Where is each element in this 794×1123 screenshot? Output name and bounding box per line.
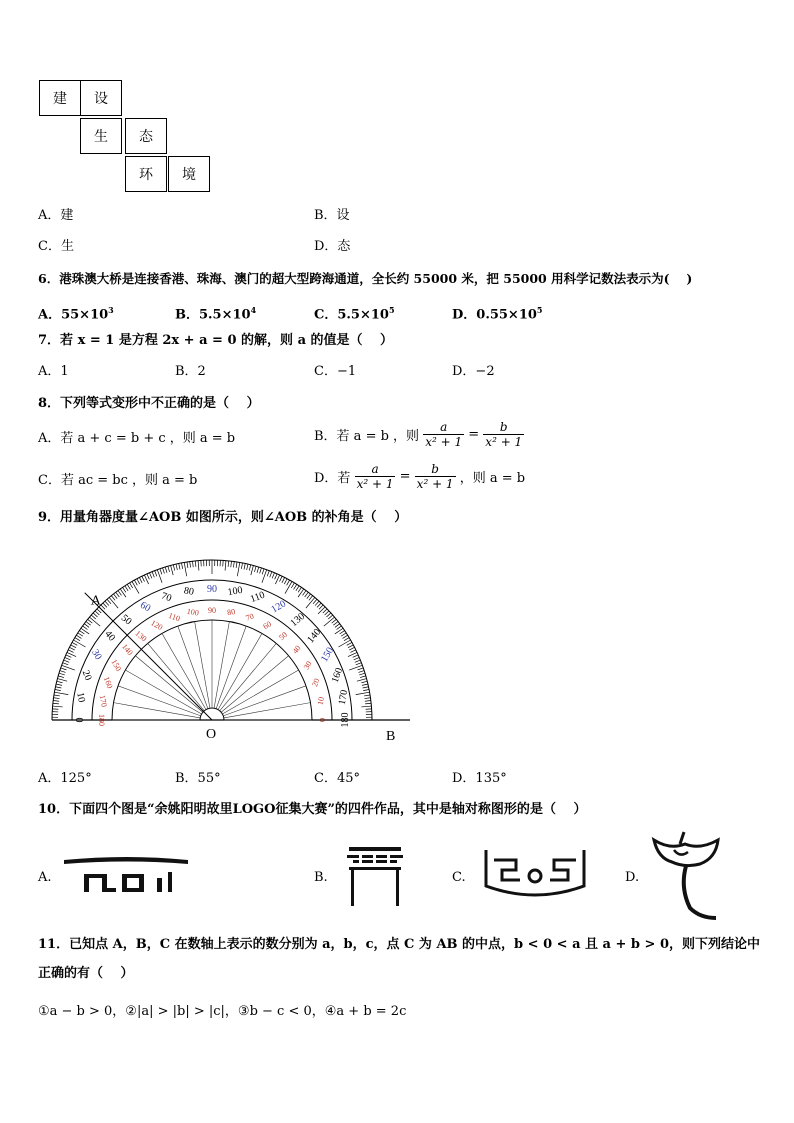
protractor-ray [221, 656, 288, 713]
protractor-tick [257, 567, 259, 573]
protractor-tick [350, 650, 355, 653]
protractor-tick [249, 565, 250, 571]
protractor-tick [262, 569, 264, 575]
protractor-ray [135, 656, 202, 713]
q5-option-a: A．建 [38, 208, 74, 223]
q9-stem: 9．用量角器度量∠AOB 如图所示，则∠AOB 的补角是（ ） [38, 510, 408, 525]
protractor-outer-label: 150 [319, 645, 337, 664]
protractor-ray [162, 633, 206, 709]
protractor-tick [81, 628, 89, 634]
net-cell-she: 设 [80, 80, 122, 116]
protractor-outer-label: 70 [159, 590, 173, 605]
protractor-tick [319, 605, 323, 609]
protractor-tick [364, 695, 370, 696]
protractor-tick [326, 613, 330, 617]
protractor-inner-label: 40 [290, 643, 303, 656]
protractor-tick [73, 640, 85, 647]
q10-label-a: A. [38, 870, 52, 885]
protractor-tick [347, 642, 352, 645]
protractor-tick [365, 701, 371, 702]
q7-option-b: B．2 [175, 364, 206, 379]
label-point-b: B [386, 729, 396, 744]
protractor-tick [101, 605, 105, 609]
protractor-tick [193, 561, 194, 567]
protractor-tick [79, 631, 84, 634]
protractor-tick [363, 687, 369, 688]
protractor-tick [323, 609, 327, 613]
protractor-outer-label: 120 [269, 598, 288, 616]
protractor-tick [171, 565, 174, 575]
protractor-tick [225, 561, 226, 571]
protractor-tick [358, 668, 364, 670]
q8-option-b: B．若 a = b ，则 $\frac{a}{\text{x² + 1}}$ = $\frac{b}{\text{x² + 1}}$ [314, 420, 523, 449]
protractor-tick [241, 563, 242, 569]
protractor-tick [365, 698, 371, 699]
protractor-tick [340, 631, 345, 634]
protractor-inner-label: 150 [109, 657, 124, 673]
protractor-inner-label: 0 [318, 718, 327, 722]
protractor-inner-label: 100 [186, 606, 200, 618]
protractor-tick [88, 619, 93, 623]
net-cell-huan: 环 [125, 156, 167, 192]
protractor-tick [365, 703, 371, 704]
protractor-ray [216, 626, 246, 709]
protractor-tick [270, 572, 272, 578]
protractor-tick [353, 655, 358, 657]
protractor-tick [282, 577, 285, 582]
protractor-outer-label: 30 [89, 647, 104, 662]
protractor-tick [260, 568, 262, 574]
protractor-tick [356, 663, 362, 665]
protractor-tick [317, 603, 321, 607]
protractor-tick [139, 577, 142, 582]
q5-option-c: C．生 [38, 239, 74, 254]
protractor-tick [54, 698, 60, 699]
q6-stem: 6．港珠澳大桥是连接香港、珠海、澳门的超大型跨海通道，全长约 55000 米，把 55000 用科学记数法表示为( ) [38, 271, 693, 286]
protractor-tick [237, 562, 239, 576]
protractor-tick [231, 561, 232, 567]
protractor-outer-label: 80 [182, 585, 195, 598]
protractor-tick [57, 679, 67, 682]
protractor-tick [285, 581, 292, 593]
protractor-tick [267, 571, 269, 577]
protractor-tick [54, 695, 60, 696]
protractor-inner-label: 70 [244, 611, 256, 623]
protractor-tick [361, 706, 371, 707]
protractor-tick [152, 572, 154, 578]
protractor-tick [66, 655, 71, 657]
protractor-tick [355, 660, 361, 662]
q7-option-d: D．−2 [452, 364, 495, 379]
label-point-a: A [90, 593, 101, 609]
protractor-tick [113, 594, 117, 599]
protractor-outer-label: 50 [118, 612, 134, 628]
protractor-tick [309, 596, 313, 601]
protractor-tick [307, 594, 311, 599]
protractor-tick [55, 687, 61, 688]
protractor-outer-label: 180 [340, 712, 351, 728]
protractor-tick [343, 635, 348, 638]
protractor-tick [60, 671, 66, 673]
protractor-tick [127, 584, 130, 589]
protractor-tick [179, 563, 180, 569]
protractor-inner-label: 30 [301, 659, 314, 671]
protractor-tick [107, 599, 111, 604]
protractor-tick [348, 645, 353, 648]
q9-option-c: C．45° [314, 771, 360, 786]
protractor-tick [137, 579, 140, 584]
protractor-tick [272, 573, 274, 579]
protractor-tick [318, 607, 325, 614]
protractor-tick [142, 576, 145, 581]
protractor-tick [62, 665, 75, 670]
protractor-tick [291, 583, 294, 588]
protractor-ray [214, 622, 229, 709]
q5-option-d: D．态 [314, 239, 351, 254]
net-cell-sheng: 生 [80, 118, 122, 154]
protractor-ray [195, 622, 210, 709]
protractor-tick [313, 599, 317, 604]
protractor-tick [315, 601, 319, 605]
protractor-tick [54, 692, 68, 694]
protractor-tick [298, 589, 304, 597]
protractor-tick [95, 611, 99, 615]
protractor-tick [333, 621, 338, 625]
protractor-inner-label: 80 [226, 607, 236, 618]
protractor-ray [125, 670, 201, 714]
protractor-tick [335, 624, 340, 628]
q10-label-b: B. [314, 870, 328, 885]
q9-option-d: D．135° [452, 771, 507, 786]
protractor-tick [228, 561, 229, 567]
protractor-outer-label: 60 [138, 599, 153, 615]
q8-stem: 8．下列等式变形中不正确的是（ ） [38, 396, 260, 411]
protractor-tick [358, 671, 364, 673]
q7-option-c: C．−1 [314, 364, 357, 379]
protractor-tick [168, 566, 170, 572]
logo-a-image [62, 852, 192, 897]
q6-option-a: A．$55\times 10^3$ [38, 305, 114, 323]
protractor-tick [332, 619, 337, 623]
logo-d-image [650, 828, 725, 923]
protractor-tick [294, 584, 297, 589]
protractor-tick [147, 574, 149, 579]
protractor-tick [173, 565, 174, 571]
q8-option-c: C．若 ac = bc ，则 a = b [38, 473, 198, 488]
protractor-tick [65, 657, 71, 659]
protractor-tick [325, 611, 329, 615]
protractor-outer-label: 20 [79, 668, 94, 682]
protractor-tick [190, 562, 191, 568]
protractor-tick [64, 660, 70, 662]
protractor-tick [254, 566, 256, 572]
protractor-tick [284, 579, 287, 584]
protractor-tick [356, 692, 370, 694]
protractor-tick [155, 571, 157, 577]
protractor-inner-label: 160 [101, 675, 115, 690]
q6-option-b: B．$5.5\times 10^4$ [175, 305, 257, 323]
protractor-tick [56, 684, 62, 685]
q9-option-b: B．55° [175, 771, 221, 786]
protractor-tick [157, 570, 162, 583]
protractor-tick [247, 564, 248, 570]
protractor-tick [86, 621, 91, 625]
q9-option-a: A．125° [38, 771, 92, 786]
protractor-outer-label: 160 [329, 666, 346, 685]
protractor-ray [222, 670, 298, 714]
protractor-tick [53, 706, 63, 707]
protractor-tick [354, 657, 360, 659]
protractor-outer-label: 170 [336, 688, 351, 706]
protractor-tick [163, 568, 165, 574]
protractor-tick [360, 676, 366, 678]
protractor-tick [97, 609, 101, 613]
protractor-ray [223, 686, 306, 716]
protractor-tick [357, 679, 367, 682]
protractor-tick [275, 574, 277, 579]
protractor-tick [91, 615, 96, 619]
protractor-tick [55, 689, 61, 690]
q11-stem-line1: 11．已知点 A，B，C 在数轴上表示的数分别为 a，b，c，点 C 为 AB 的中点，b < 0 < a 且 a + b > 0，则下列结论中 [38, 937, 760, 952]
protractor-tick [363, 689, 369, 690]
protractor-inner-label: 110 [167, 610, 182, 624]
protractor-tick [132, 581, 139, 593]
protractor-inner-label: 170 [97, 694, 109, 708]
protractor-tick [298, 587, 301, 592]
protractor-tick [105, 601, 109, 605]
protractor-tick [111, 596, 115, 601]
protractor-tick [198, 561, 199, 571]
protractor-tick [262, 570, 267, 583]
protractor-tick [165, 567, 167, 573]
q5-option-b: B．设 [314, 208, 350, 223]
protractor-tick [93, 613, 97, 617]
protractor-inner-label: 20 [310, 677, 322, 688]
q8-option-d: D．若 $\frac{a}{\text{x² + 1}}$ = $\frac{b}{\text{x² + 1}}$ ，则 a = b [314, 462, 526, 491]
protractor-ray [114, 703, 201, 718]
protractor-tick [184, 562, 186, 576]
protractor-tick [328, 615, 333, 619]
protractor-figure [0, 540, 440, 750]
protractor-tick [236, 562, 237, 568]
net-cell-jing: 境 [168, 156, 210, 192]
protractor-tick [72, 642, 77, 645]
protractor-tick [130, 583, 133, 588]
protractor-outer-label: 0 [73, 717, 84, 723]
protractor-tick [296, 586, 299, 591]
protractor-inner-label: 60 [261, 619, 273, 632]
protractor-tick [120, 589, 126, 597]
q11-stem-line2: 正确的有（ ） [38, 966, 134, 981]
protractor-tick [123, 587, 126, 592]
protractor-tick [63, 663, 69, 665]
q8-option-a: A．若 a + c = b + c ，则 a = b [38, 431, 236, 446]
protractor-ray [118, 686, 201, 716]
logo-c-image [480, 846, 590, 901]
protractor-tick [181, 563, 182, 569]
protractor-inner-label: 180 [97, 714, 106, 726]
q11-options: ①a − b > 0，②|a| > |b| > |c|，③b − c < 0，④a + b = 2c [38, 1004, 407, 1019]
protractor-ray [218, 633, 262, 709]
protractor-outer-label: 10 [74, 691, 87, 704]
protractor-tick [280, 576, 283, 581]
protractor-tick [103, 603, 107, 607]
protractor-tick [160, 569, 162, 575]
protractor-tick [58, 676, 64, 678]
protractor-tick [125, 586, 128, 591]
protractor-tick [187, 562, 188, 568]
protractor-tick [116, 592, 120, 597]
protractor-tick [134, 580, 137, 585]
protractor-tick [71, 645, 76, 648]
protractor-ray [220, 643, 277, 710]
protractor-ray [178, 626, 208, 709]
protractor-ray [148, 643, 205, 710]
protractor-inner-label: 10 [315, 696, 326, 706]
logo-b-image [345, 843, 405, 908]
protractor-tick [337, 626, 342, 630]
q6-option-d: D．$0.55\times 10^5$ [452, 305, 543, 323]
protractor-tick [233, 562, 234, 568]
protractor-tick [57, 681, 63, 682]
protractor-tick [68, 650, 73, 653]
protractor-inner-label: 140 [120, 642, 135, 658]
protractor-tick [349, 647, 354, 650]
protractor-tick [251, 565, 254, 575]
protractor-tick [195, 561, 196, 567]
protractor-outer-label: 100 [226, 584, 244, 599]
protractor-tick [303, 591, 307, 596]
protractor-tick [335, 628, 343, 634]
q10-stem: 10．下面四个图是“余姚阳明故里LOGO征集大赛”的四件作品，其中是轴对称图形的是（ ） [38, 802, 587, 817]
protractor-inner-label: 120 [149, 618, 165, 633]
protractor-tick [59, 673, 65, 675]
q6-option-c: C．$5.5\times 10^5$ [314, 305, 395, 323]
protractor-ray [224, 703, 311, 718]
protractor-tick [176, 564, 177, 570]
protractor-tick [69, 647, 74, 650]
protractor-tick [118, 591, 122, 596]
protractor-tick [76, 635, 81, 638]
protractor-outer-label: 90 [207, 584, 217, 595]
protractor-tick [84, 624, 89, 628]
protractor-tick [338, 640, 350, 647]
protractor-outer-label: 140 [305, 626, 324, 646]
protractor-outer-label: 40 [102, 628, 118, 644]
protractor-tick [53, 701, 59, 702]
q7-stem: 7．若 x = 1 是方程 2x + a = 0 的解，则 a 的值是（ ） [38, 333, 394, 348]
protractor-tick [349, 665, 362, 670]
q7-option-a: A．1 [38, 364, 69, 379]
protractor-tick [53, 703, 59, 704]
protractor-tick [61, 668, 67, 670]
protractor-inner-label: 50 [277, 630, 289, 643]
protractor-tick [341, 633, 346, 636]
protractor-tick [344, 638, 349, 641]
net-cell-tai: 态 [125, 118, 167, 154]
protractor-tick [149, 573, 151, 579]
label-point-o: O [206, 727, 217, 742]
protractor-tick [78, 633, 83, 636]
protractor-tick [244, 563, 245, 569]
protractor-tick [361, 681, 367, 682]
protractor-tick [362, 684, 368, 685]
net-cell-jian: 建 [39, 80, 81, 116]
protractor-tick [83, 626, 88, 630]
protractor-tick [359, 673, 365, 675]
protractor-inner-label: 90 [208, 606, 216, 615]
q10-label-d: D. [625, 870, 640, 885]
protractor-outer-label: 130 [288, 610, 308, 630]
protractor-tick [75, 638, 80, 641]
protractor-inner-label: 130 [133, 628, 149, 644]
protractor-tick [305, 592, 309, 597]
protractor-outer-label: 110 [248, 589, 267, 606]
q10-label-c: C. [452, 870, 466, 885]
protractor-tick [287, 580, 290, 585]
